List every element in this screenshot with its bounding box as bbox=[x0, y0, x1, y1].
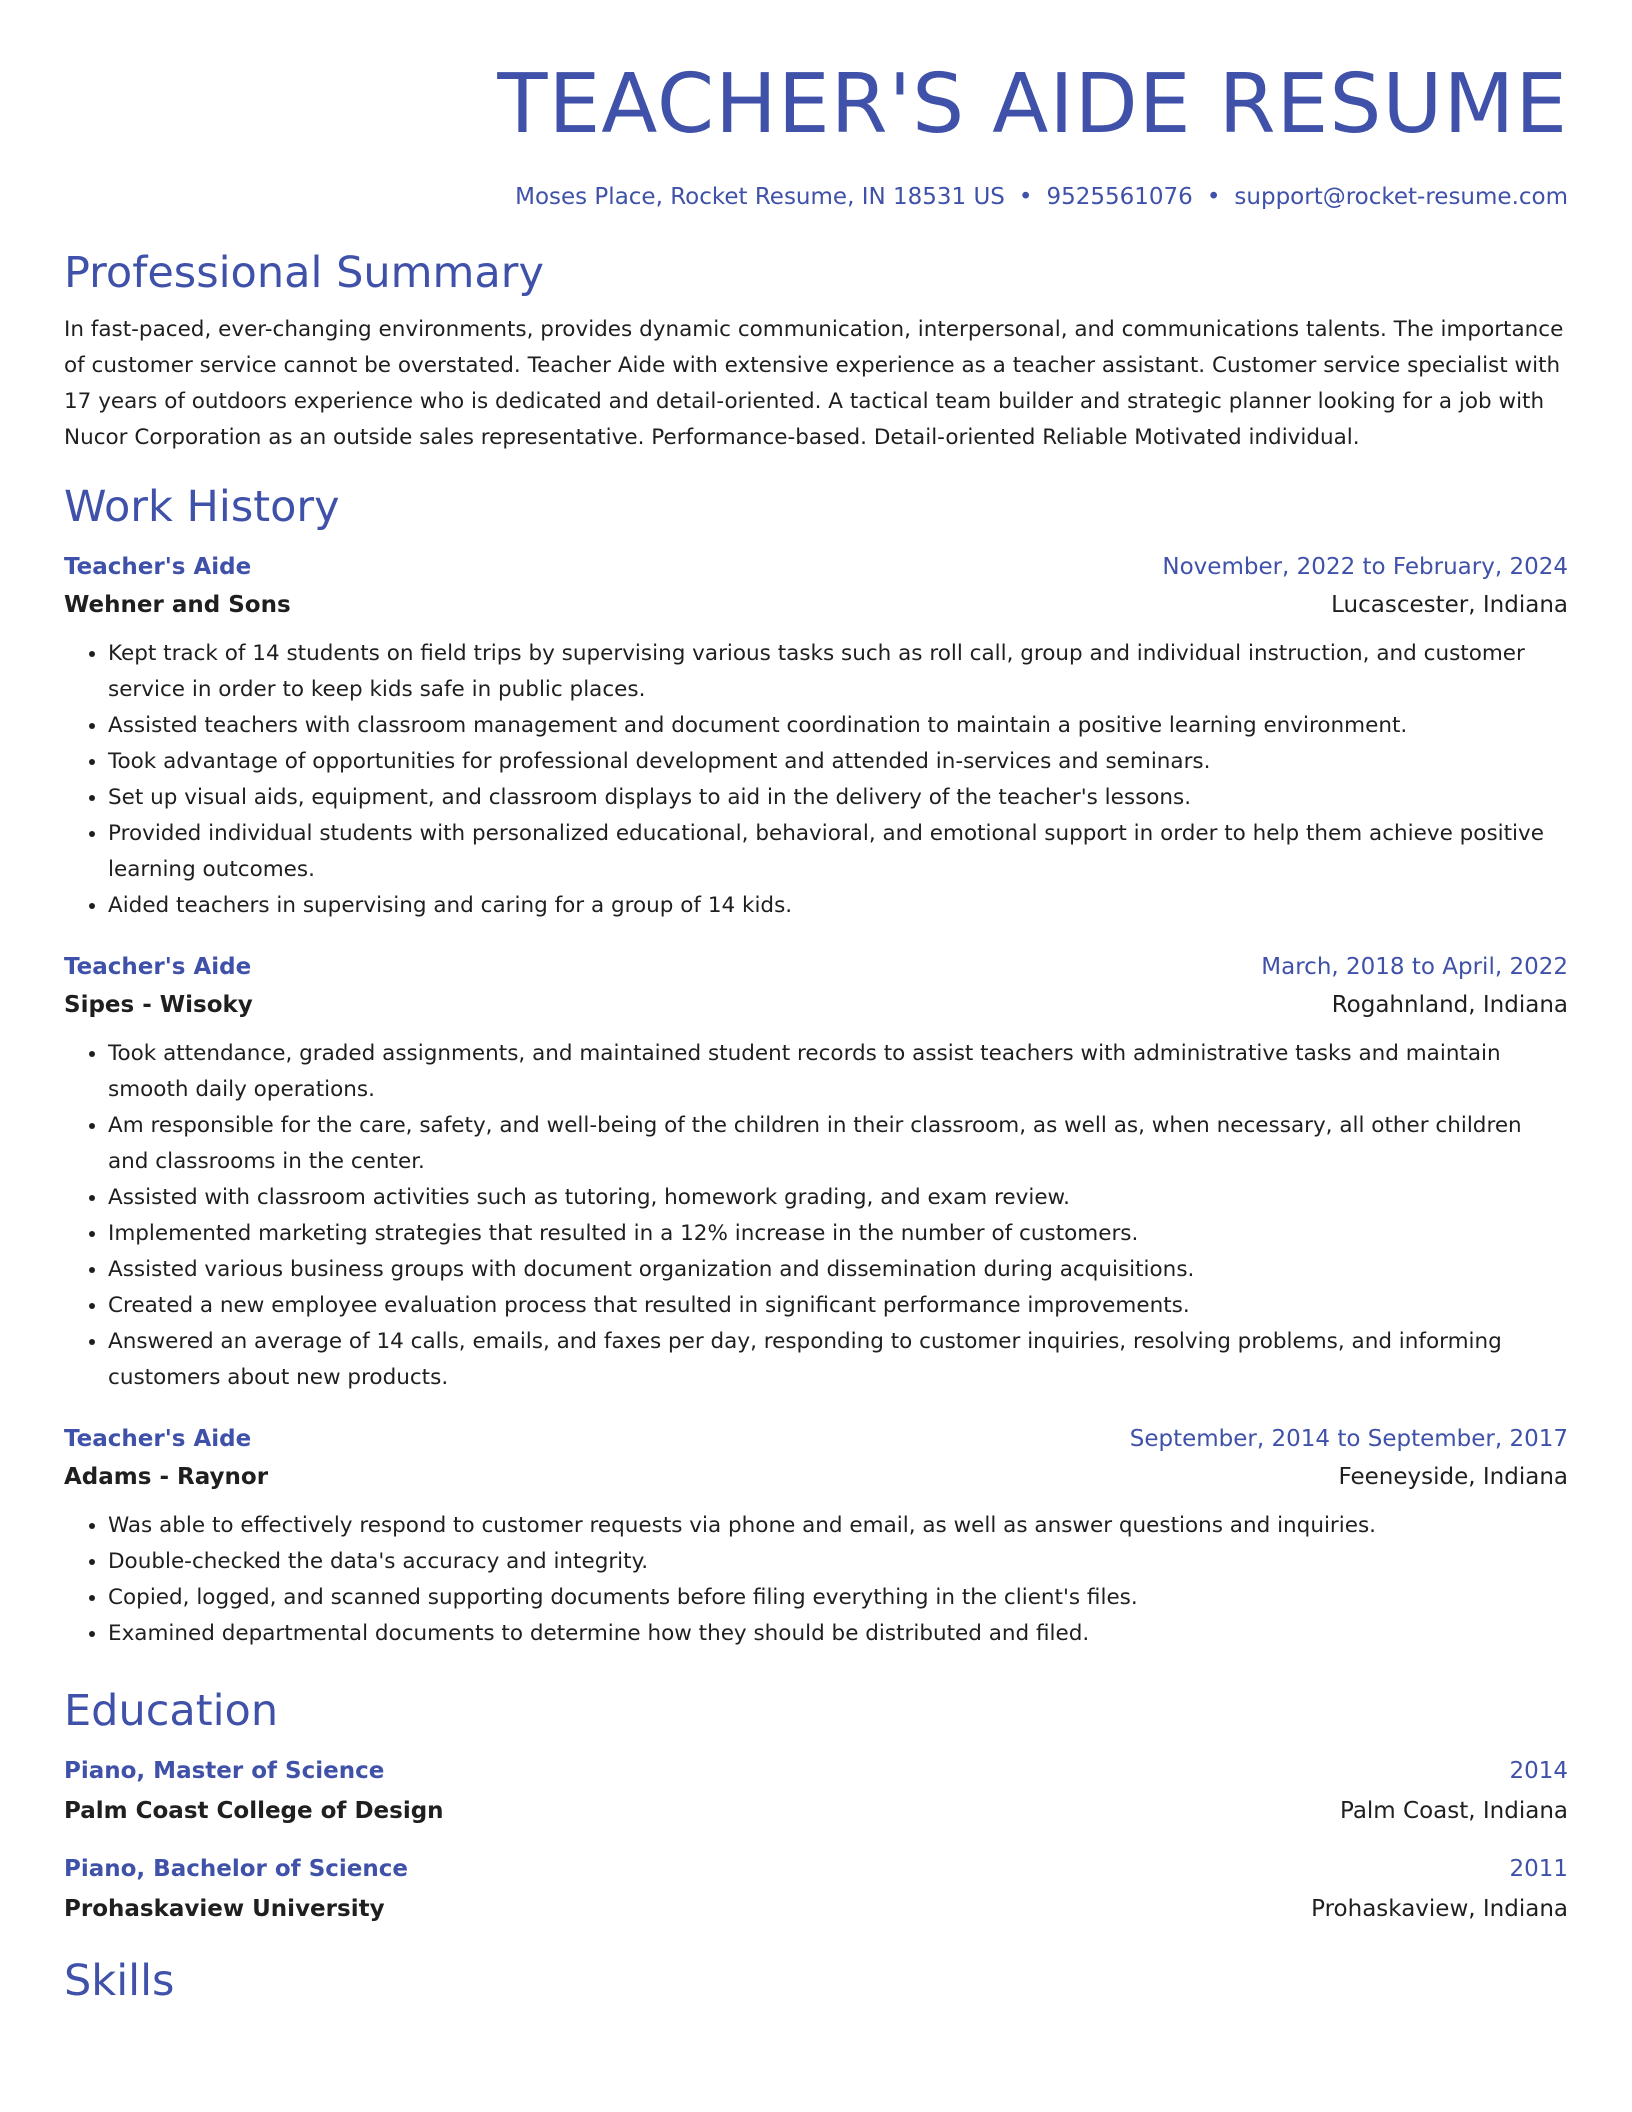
job-bullet: • Assisted teachers with classroom management and document coordination to maintain a positive learning environment. bbox=[108, 708, 1568, 744]
job-bullet: • Provided individual students with personalized educational, behavioral, and emotional support in order to help them achieve positive learning outcomes. bbox=[108, 816, 1568, 888]
education-location: Prohaskaview, Indiana bbox=[1311, 1896, 1568, 1922]
job-dates: September, 2014 to September, 2017 bbox=[1129, 1426, 1568, 1452]
contact-line bbox=[64, 182, 1568, 212]
education-school: Prohaskaview University bbox=[64, 1896, 385, 1922]
job-bullet: • Examined departmental documents to determine how they should be distributed and filed. bbox=[108, 1616, 1568, 1652]
job-bullet: • Set up visual aids, equipment, and classroom displays to aid in the delivery of the teacher's lessons. bbox=[108, 780, 1568, 816]
job-role: Teacher's Aide bbox=[64, 1426, 252, 1452]
education-year: 2011 bbox=[1509, 1856, 1568, 1882]
education-heading: Education bbox=[64, 1686, 279, 1736]
job-company: Sipes - Wisoky bbox=[64, 992, 253, 1018]
resume-title: TEACHER'S AIDE RESUME bbox=[497, 57, 1568, 152]
education-entry bbox=[64, 1854, 1568, 1924]
education-school-row bbox=[64, 1894, 1568, 1924]
job-company: Adams - Raynor bbox=[64, 1464, 269, 1490]
education-school: Palm Coast College of Design bbox=[64, 1798, 444, 1824]
job-bullet: • Copied, logged, and scanned supporting documents before filing everything in the client's files. bbox=[108, 1580, 1568, 1616]
skills-section bbox=[64, 1954, 1568, 2008]
education-school-row bbox=[64, 1796, 1568, 1826]
job-bullet: • Took attendance, graded assignments, and maintained student records to assist teachers with administrative tasks and maintain smooth daily operations. bbox=[108, 1036, 1568, 1108]
job-bullet: • Aided teachers in supervising and caring for a group of 14 kids. bbox=[108, 888, 1568, 924]
job-role: Teacher's Aide bbox=[64, 554, 252, 580]
work-history-section bbox=[64, 480, 1568, 1652]
job-bullet: • Implemented marketing strategies that resulted in a 12% increase in the number of customers. bbox=[108, 1216, 1568, 1252]
contact-phone: 9525561076 bbox=[1046, 184, 1193, 210]
job-company-row bbox=[64, 990, 1568, 1020]
education-section bbox=[64, 1684, 1568, 1924]
job-company-row bbox=[64, 590, 1568, 620]
contact-separator: • bbox=[1206, 184, 1221, 210]
job-location: Lucascester, Indiana bbox=[1331, 592, 1568, 618]
work-history-heading: Work History bbox=[64, 482, 340, 532]
education-entry bbox=[64, 1756, 1568, 1826]
job-dates: March, 2018 to April, 2022 bbox=[1261, 954, 1568, 980]
job-role-row bbox=[64, 1424, 1568, 1454]
job-role-row bbox=[64, 552, 1568, 582]
job-bullets bbox=[64, 1508, 1568, 1652]
job-bullet: • Double-checked the data's accuracy and integrity. bbox=[108, 1544, 1568, 1580]
summary-section bbox=[64, 246, 1568, 456]
contact-email: support@rocket-resume.com bbox=[1234, 184, 1568, 210]
job-bullet: • Assisted various business groups with document organization and dissemination during acquisitions. bbox=[108, 1252, 1568, 1288]
job-entry bbox=[64, 552, 1568, 924]
education-degree: Piano, Bachelor of Science bbox=[64, 1856, 408, 1882]
job-bullet: • Took advantage of opportunities for professional development and attended in-services and seminars. bbox=[108, 744, 1568, 780]
education-location: Palm Coast, Indiana bbox=[1339, 1798, 1568, 1824]
job-bullets bbox=[64, 636, 1568, 924]
education-year: 2014 bbox=[1509, 1758, 1568, 1784]
job-company-row bbox=[64, 1462, 1568, 1492]
job-dates: November, 2022 to February, 2024 bbox=[1162, 554, 1568, 580]
job-role-row bbox=[64, 952, 1568, 982]
job-entry bbox=[64, 952, 1568, 1396]
job-company: Wehner and Sons bbox=[64, 592, 291, 618]
job-bullet: • Am responsible for the care, safety, and well-being of the children in their classroom, as well as, when necessary, all other children and classrooms in the center. bbox=[108, 1108, 1568, 1180]
job-bullet: • Was able to effectively respond to customer requests via phone and email, as well as answer questions and inquiries. bbox=[108, 1508, 1568, 1544]
job-bullet: • Assisted with classroom activities such as tutoring, homework grading, and exam review. bbox=[108, 1180, 1568, 1216]
contact-address: Moses Place, Rocket Resume, IN 18531 US bbox=[515, 184, 1005, 210]
education-degree-row bbox=[64, 1854, 1568, 1884]
summary-heading: Professional Summary bbox=[64, 248, 544, 298]
job-location: Rogahnland, Indiana bbox=[1331, 992, 1568, 1018]
job-entry bbox=[64, 1424, 1568, 1652]
job-bullet: • Created a new employee evaluation process that resulted in significant performance improvements. bbox=[108, 1288, 1568, 1324]
job-bullet: • Answered an average of 14 calls, emails, and faxes per day, responding to customer inquiries, resolving problems, and informing customers about new products. bbox=[108, 1324, 1568, 1396]
summary-text: In fast-paced, ever-changing environments, provides dynamic communication, interpersonal, and communications talents. The importance of customer service cannot be overstated. Teacher Aide with extensive experience as a teacher assistant. Customer service specialist with 17 years of outdoors experience who is dedicated and detail-oriented. A tactical team builder and strategic planner looking for a job with Nucor Corporation as an outside sales representative. Performance-based. Detail-oriented Reliable Motivated individual. bbox=[64, 317, 1564, 450]
education-degree: Piano, Master of Science bbox=[64, 1758, 385, 1784]
job-role: Teacher's Aide bbox=[64, 954, 252, 980]
education-degree-row bbox=[64, 1756, 1568, 1786]
job-bullet: • Kept track of 14 students on field trips by supervising various tasks such as roll call, group and individual instruction, and customer service in order to keep kids safe in public places. bbox=[108, 636, 1568, 708]
skills-heading: Skills bbox=[64, 1956, 175, 2006]
contact-separator: • bbox=[1018, 184, 1033, 210]
resume-header bbox=[64, 0, 1568, 212]
job-location: Feeneyside, Indiana bbox=[1338, 1464, 1568, 1490]
job-bullets bbox=[64, 1036, 1568, 1396]
